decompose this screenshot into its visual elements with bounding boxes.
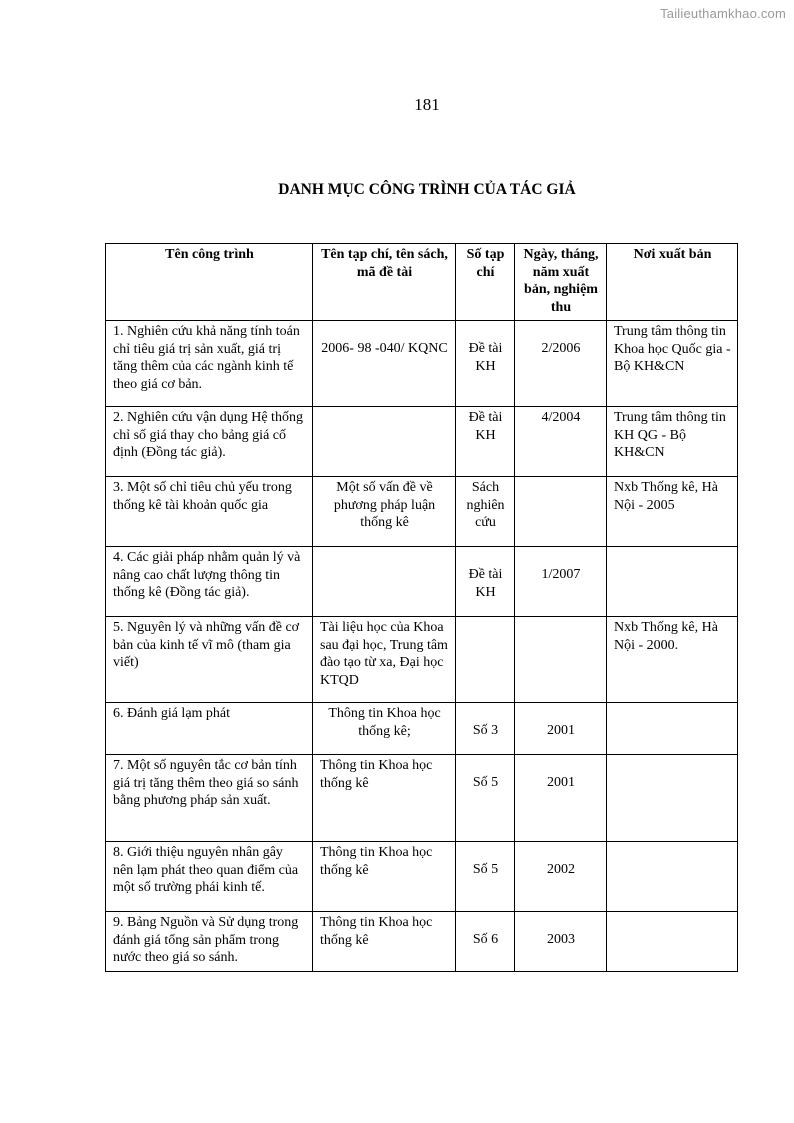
publisher-cell [607,755,738,842]
issue-cell: Số 5 [456,842,515,912]
work-name-cell: 5. Nguyên lý và những vấn đề cơ bản của kinh tế vĩ mô (tham gia viết) [106,617,313,703]
header-issue: Số tạp chí [456,244,515,321]
publisher-cell [607,547,738,617]
publisher-cell: Nxb Thống kê, Hà Nội - 2005 [607,477,738,547]
issue-cell: Sách nghiên cứu [456,477,515,547]
work-name-cell: 4. Các giải pháp nhằm quản lý và nâng cao chất lượng thông tin thống kê (Đồng tác giả). [106,547,313,617]
publisher-cell: Trung tâm thông tin KH QG - Bộ KH&CN [607,407,738,477]
watermark: Tailieuthamkhao.com [660,6,786,21]
issue-cell: Số 5 [456,755,515,842]
publisher-cell: Nxb Thống kê, Hà Nội - 2000. [607,617,738,703]
date-cell [515,477,607,547]
issue-cell: Số 6 [456,912,515,972]
table-row [106,321,738,407]
table-row [106,755,738,842]
journal-cell: Thông tin Khoa học thống kê [313,842,456,912]
table-row [106,547,738,617]
date-cell: 2002 [515,842,607,912]
journal-cell: 2006- 98 -040/ KQNC [313,321,456,407]
table-row [106,842,738,912]
publisher-cell [607,842,738,912]
table-row [106,477,738,547]
work-name-cell: 8. Giới thiệu nguyên nhân gây nên lạm phát theo quan điểm của một số trường phái kinh tế. [106,842,313,912]
date-cell: 1/2007 [515,547,607,617]
header-work-name: Tên công trình [106,244,313,321]
date-cell [515,617,607,703]
work-name-cell: 2. Nghiên cứu vận dụng Hệ thống chỉ số giá thay cho bảng giá cố định (Đồng tác giả). [106,407,313,477]
table-row [106,912,738,972]
date-cell: 2001 [515,703,607,755]
issue-cell: Đề tài KH [456,321,515,407]
work-name-cell: 9. Bảng Nguồn và Sử dụng trong đánh giá tổng sản phẩm trong nước theo giá so sánh. [106,912,313,972]
issue-cell: Đề tài KH [456,407,515,477]
work-name-cell: 1. Nghiên cứu khả năng tính toán chỉ tiêu giá trị sản xuất, giá trị tăng thêm của các ngành kinh tế theo giá cơ bản. [106,321,313,407]
header-journal: Tên tạp chí, tên sách, mã đề tài [313,244,456,321]
issue-cell: Đề tài KH [456,547,515,617]
header-publisher: Nơi xuất bản [607,244,738,321]
page-number: 181 [414,95,440,114]
work-name-cell: 6. Đánh giá lạm phát [106,703,313,755]
table-row [106,617,738,703]
journal-cell: Một số vấn đề về phương pháp luận thống kê [313,477,456,547]
page-title: DANH MỤC CÔNG TRÌNH CỦA TÁC GIẢ [278,181,576,198]
header-date: Ngày, tháng, năm xuất bản, nghiệm thu [515,244,607,321]
table-row [106,407,738,477]
work-name-cell: 7. Một số nguyên tắc cơ bản tính giá trị tăng thêm theo giá so sánh bằng phương pháp sản xuất. [106,755,313,842]
journal-cell [313,547,456,617]
date-cell: 2/2006 [515,321,607,407]
date-cell: 2003 [515,912,607,972]
issue-cell [456,617,515,703]
date-cell: 4/2004 [515,407,607,477]
journal-cell: Thông tin Khoa học thống kê [313,912,456,972]
journal-cell: Thông tin Khoa học thống kê [313,755,456,842]
journal-cell: Thông tin Khoa học thống kê; [313,703,456,755]
publisher-cell [607,912,738,972]
publisher-cell: Trung tâm thông tin Khoa học Quốc gia - Bộ KH&CN [607,321,738,407]
work-name-cell: 3. Một số chỉ tiêu chủ yếu trong thống kê tài khoản quốc gia [106,477,313,547]
table-row [106,703,738,755]
issue-cell: Số 3 [456,703,515,755]
journal-cell [313,407,456,477]
works-table [105,243,738,972]
table-header-row [106,244,738,321]
date-cell: 2001 [515,755,607,842]
publisher-cell [607,703,738,755]
journal-cell: Tài liệu học của Khoa sau đại học, Trung tâm đào tạo từ xa, Đại học KTQD [313,617,456,703]
